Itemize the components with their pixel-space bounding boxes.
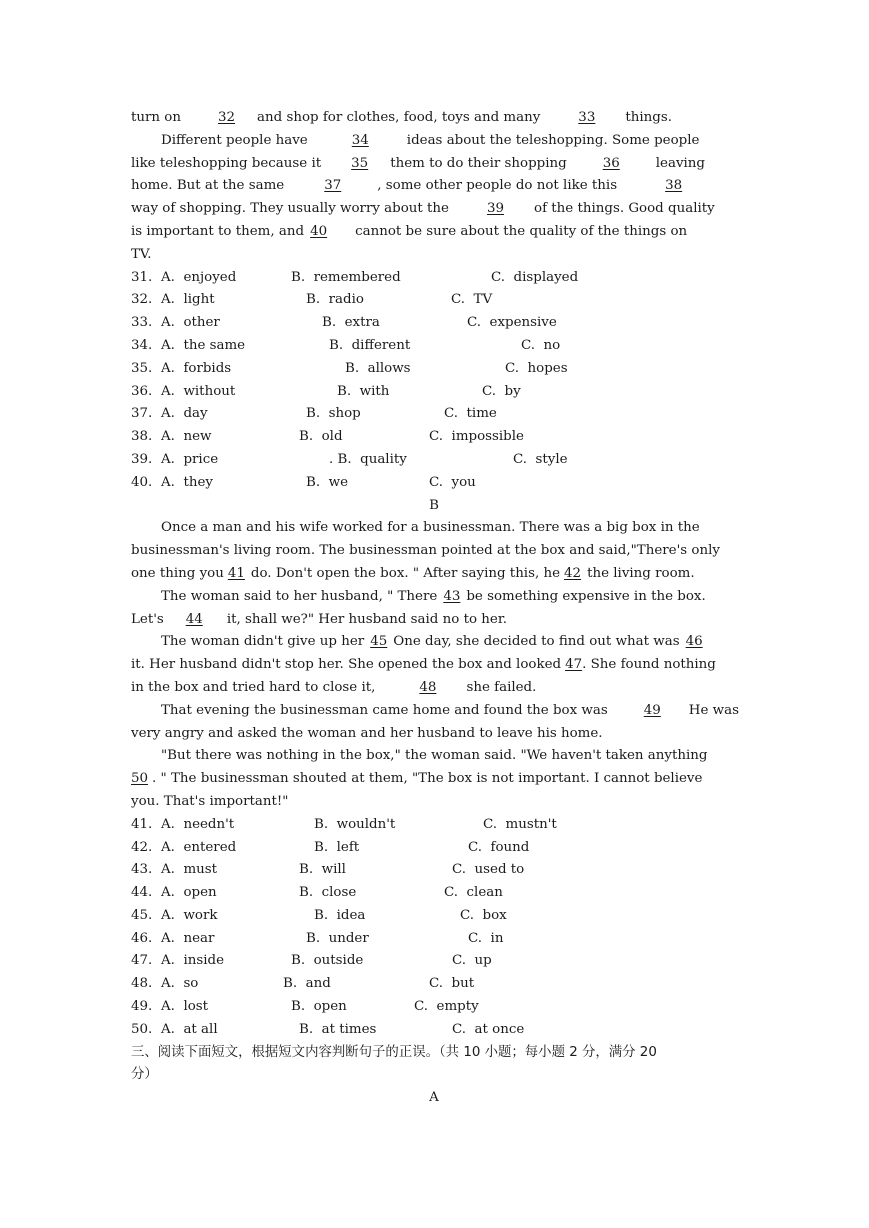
option-c: C. expensive [467, 315, 557, 331]
text: 分） [131, 1067, 158, 1083]
option-a: A. enjoyed [161, 269, 237, 285]
text: way of shopping. They usually worry about the [131, 201, 449, 217]
section-heading [131, 495, 737, 518]
option-c: C. empty [414, 999, 479, 1015]
passage-line [131, 221, 737, 244]
question-number: 48. [131, 976, 153, 992]
question-row [131, 996, 737, 1019]
blank-number: 34 [351, 132, 369, 148]
blank-number: 45 [370, 634, 388, 650]
option-b: B. outside [291, 953, 364, 969]
option-a: A. forbids [161, 360, 232, 376]
text: . She found nothing [582, 657, 716, 673]
option-b: B. at times [299, 1021, 377, 1037]
option-a: A. entered [161, 839, 237, 855]
section-heading [131, 1087, 737, 1110]
option-c: C. but [429, 976, 475, 992]
text: you. That's important!" [131, 793, 289, 809]
option-b: B. close [299, 885, 357, 901]
option-c: C. displayed [491, 269, 579, 285]
blank-number: 43 [443, 588, 461, 604]
option-a: A. new [161, 429, 212, 445]
question-row [131, 335, 737, 358]
text: leaving [655, 155, 705, 171]
option-a: A. lost [161, 999, 209, 1015]
option-a: A. so [161, 976, 199, 992]
text: be something expensive in the box. [466, 588, 706, 604]
option-c: C. clean [444, 885, 503, 901]
option-c: C. impossible [429, 429, 524, 445]
question-number: 32. [131, 292, 153, 308]
text: do. Don't open the box. " After saying this, he [250, 565, 561, 581]
option-a: A. price [161, 451, 219, 467]
option-c: C. hopes [505, 360, 568, 376]
passage-line [131, 609, 737, 632]
question-number: 31. [131, 269, 153, 285]
text: That evening the businessman came home and found the box was [161, 702, 608, 718]
question-number: 35. [131, 360, 153, 376]
question-number: 46. [131, 930, 153, 946]
passage-line [131, 540, 737, 563]
question-row [131, 381, 737, 404]
passage-line [131, 153, 737, 176]
text: cannot be sure about the quality of the things on [355, 223, 688, 239]
option-b: B. will [299, 862, 346, 878]
text: He was [688, 702, 739, 718]
text: Different people have [161, 132, 308, 148]
blank-number: 41 [227, 565, 245, 581]
option-c: C. box [460, 907, 507, 923]
text: Let's [131, 611, 164, 627]
question-number: 36. [131, 383, 153, 399]
question-number: 43. [131, 862, 153, 878]
option-c: C. by [482, 383, 521, 399]
blank-number: 42 [564, 565, 582, 581]
option-a: A. other [161, 315, 220, 331]
option-a: A. inside [161, 953, 224, 969]
question-row [131, 403, 737, 426]
text: is important to them, and [131, 223, 305, 239]
option-c: C. used to [452, 862, 525, 878]
question-row [131, 859, 737, 882]
question-number: 50. [131, 1021, 153, 1037]
text: very angry and asked the woman and her husband to leave his home. [131, 725, 603, 741]
question-number: 47. [131, 953, 153, 969]
text: one thing you [131, 565, 224, 581]
option-a: A. at all [161, 1021, 218, 1037]
question-number: 45. [131, 907, 153, 923]
blank-number: 33 [578, 110, 596, 125]
text: turn on [131, 110, 181, 125]
option-a: A. must [161, 862, 218, 878]
option-a: A. needn't [161, 816, 235, 832]
option-b: B. with [337, 383, 390, 399]
option-b: B. and [283, 976, 331, 992]
passage-line [131, 517, 737, 540]
question-number: 38. [131, 429, 153, 445]
question-number: 34. [131, 337, 153, 353]
option-c: C. found [468, 839, 530, 855]
option-a: A. near [161, 930, 215, 946]
text: things. [625, 110, 672, 125]
blank-number: 39 [486, 201, 505, 217]
passage-line [131, 677, 737, 700]
question-row [131, 950, 737, 973]
passage-line [131, 198, 737, 221]
text: she failed. [466, 679, 537, 695]
question-number: 39. [131, 451, 153, 467]
text: TV. [131, 246, 152, 262]
question-number: 49. [131, 999, 153, 1015]
option-c: C. you [429, 474, 476, 490]
option-b: B. wouldn't [314, 816, 396, 832]
question-number: 33. [131, 315, 153, 331]
option-b: B. old [299, 429, 343, 445]
blank-number: 48 [419, 679, 437, 695]
passage-line [131, 654, 737, 677]
text: . " The businessman shouted at them, "The box is not important. I cannot believe [152, 771, 703, 787]
question-number: 44. [131, 885, 153, 901]
passage-line [131, 107, 737, 130]
option-b: B. idea [314, 907, 366, 923]
option-c: C. time [444, 406, 497, 422]
option-a: A. light [161, 292, 215, 308]
passage-line [131, 745, 737, 768]
option-c: C. in [468, 930, 504, 946]
option-b: B. shop [306, 406, 361, 422]
text: them to do their shopping [390, 155, 567, 171]
text: it, shall we?" Her husband said no to her. [226, 611, 508, 627]
option-b: B. radio [306, 292, 364, 308]
blank-number: 50 [131, 771, 149, 787]
text: of the things. Good quality [534, 201, 715, 217]
question-row [131, 882, 737, 905]
question-row [131, 973, 737, 996]
text: , some other people do not like this [377, 178, 618, 194]
passage-line [131, 563, 737, 586]
option-c: C. up [452, 953, 492, 969]
text: it. Her husband didn't stop her. She opened the box and looked [131, 657, 562, 673]
text: Once a man and his wife worked for a businessman. There was a big box in the [161, 520, 700, 536]
passage-line [131, 244, 737, 267]
option-c: C. at once [452, 1021, 525, 1037]
text: businessman's living room. The businessman pointed at the box and said,"There's only [131, 543, 720, 559]
blank-number: 47 [565, 657, 583, 673]
blank-number: 49 [643, 702, 661, 718]
passage-line [131, 586, 737, 609]
option-a: A. open [161, 885, 217, 901]
question-row [131, 905, 737, 928]
option-a: A. the same [161, 337, 246, 353]
question-number: 40. [131, 474, 153, 490]
option-a: A. they [161, 474, 213, 490]
question-list-b [131, 814, 737, 1042]
option-a: A. work [161, 907, 218, 923]
question-row [131, 426, 737, 449]
option-b: B. allows [345, 360, 411, 376]
option-c: C. style [513, 451, 568, 467]
question-row [131, 928, 737, 951]
question-number: 41. [131, 816, 153, 832]
option-a: A. without [161, 383, 236, 399]
text: and shop for clothes, food, toys and many [257, 110, 541, 125]
question-row [131, 837, 737, 860]
option-c: C. no [521, 337, 561, 353]
text: in the box and tried hard to close it, [131, 679, 376, 695]
section-3-instruction [131, 1064, 737, 1087]
passage-line [131, 631, 737, 654]
section-3-instruction [131, 1042, 737, 1065]
blank-number: 32 [217, 110, 236, 125]
option-a: A. day [161, 406, 208, 422]
question-row [131, 449, 737, 472]
passage-line [131, 723, 737, 746]
blank-number: 46 [685, 634, 703, 650]
blank-number: 38 [665, 178, 683, 194]
question-row [131, 289, 737, 312]
question-row [131, 358, 737, 381]
option-b: B. under [306, 930, 369, 946]
question-row [131, 814, 737, 837]
option-c: C. mustn't [483, 816, 557, 832]
exam-page [131, 107, 737, 1110]
blank-number: 44 [185, 611, 203, 627]
option-b: B. left [314, 839, 360, 855]
passage-line [131, 130, 737, 153]
option-c: C. TV [451, 292, 493, 308]
text: The woman didn't give up her [161, 634, 365, 650]
option-b: B. remembered [291, 269, 401, 285]
option-b: . B. quality [329, 451, 407, 467]
passage-line [131, 768, 737, 791]
text: 三、阅读下面短文，根据短文内容判断句子的正误。（共 10 小题；每小题 2 分，满分 20 [131, 1044, 657, 1060]
blank-number: 36 [602, 155, 620, 171]
blank-number: 37 [324, 178, 342, 194]
question-row [131, 1019, 737, 1042]
text: home. But at the same [131, 178, 285, 194]
question-row [131, 472, 737, 495]
text: the living room. [587, 565, 695, 581]
option-b: B. extra [322, 315, 380, 331]
option-b: B. open [291, 999, 347, 1015]
blank-number: 40 [310, 223, 328, 239]
passage-line [131, 700, 737, 723]
option-b: B. we [306, 474, 348, 490]
section-b-title: B [429, 497, 439, 513]
section-3-sub-title: A [429, 1090, 439, 1106]
text: ideas about the teleshopping. Some people [406, 132, 700, 148]
option-b: B. different [329, 337, 411, 353]
text: The woman said to her husband, " There [161, 588, 438, 604]
question-row [131, 312, 737, 335]
question-number: 42. [131, 839, 153, 855]
question-number: 37. [131, 406, 153, 422]
text: like teleshopping because it [131, 155, 322, 171]
text: "But there was nothing in the box," the woman said. "We haven't taken anything [161, 748, 708, 764]
question-row [131, 267, 737, 290]
passage-line [131, 175, 737, 198]
question-list-a [131, 267, 737, 495]
passage-line [131, 791, 737, 814]
text: One day, she decided to find out what was [393, 634, 680, 650]
blank-number: 35 [351, 155, 369, 171]
